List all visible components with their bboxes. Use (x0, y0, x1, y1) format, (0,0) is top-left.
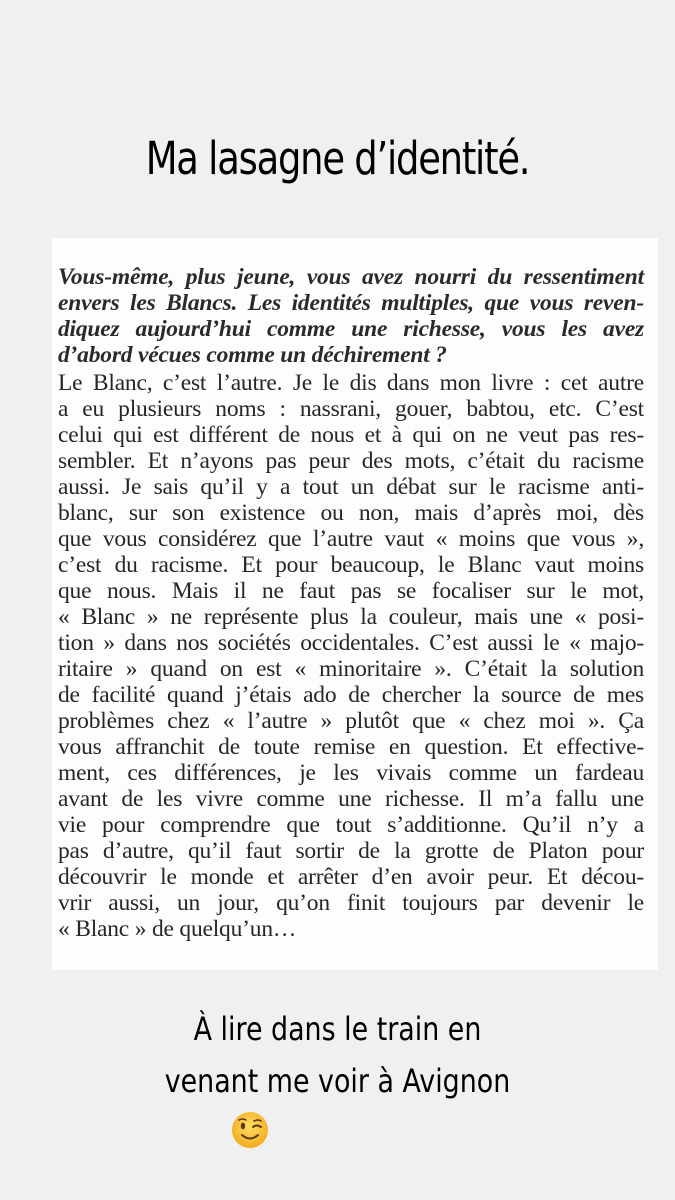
article-answer-line: « Blanc » ne représente plus la couleur, mais une « posi- (58, 604, 644, 630)
cut-off-text-fragments (58, 956, 650, 970)
article-answer-line: ritaire » quand on est « minoritaire ». C’était la solution (58, 656, 644, 682)
article-answer-line: avant de les vivre comme une richesse. Il m’a fallu une (58, 786, 644, 812)
article-answer-line: blanc, sur son existence ou non, mais d’après moi, dès (58, 500, 644, 526)
article-answer-line: vrir aussi, un jour, qu’on finit toujours par devenir le (58, 890, 644, 916)
article-answer-line: sembler. Et n’ayons pas peur des mots, c’était du racisme (58, 448, 644, 474)
article-answer-line: que vous considérez que l’autre vaut « moins que vous », (58, 526, 644, 552)
winking-face-emoji-icon (230, 1110, 270, 1150)
article-question-line: envers les Blancs. Les identités multiples, que vous reven- (58, 290, 644, 316)
article-answer-line: tion » dans nos sociétés occidentales. C’est aussi le « majo- (58, 630, 644, 656)
article-answer-line: vous affranchit de toute remise en question. Et effective- (58, 734, 644, 760)
article-answer-line: aussi. Je sais qu’il y a tout un débat sur le racisme anti- (58, 474, 644, 500)
article-answer-line: celui qui est différent de nous et à qui on ne veut pas res- (58, 422, 644, 448)
article-answer-line: pas d’autre, qu’il faut sortir de la grotte de Platon pour (58, 838, 644, 864)
article-answer-line: de facilité quand j’étais ado de chercher la source de mes (58, 682, 644, 708)
caption-line-2: venant me voir à Avignon (164, 1062, 511, 1100)
article-clipping (52, 238, 658, 970)
article-answer-line: découvrir le monde et arrêter d’en avoir peur. Et décou- (58, 864, 644, 890)
article-answer-line: c’est du racisme. Et pour beaucoup, le Blanc vaut moins (58, 552, 644, 578)
article-question-line: d’abord vécues comme un déchirement ? (58, 342, 447, 368)
article-answer-line: « Blanc » de quelqu’un… (58, 916, 297, 942)
article-answer-line: que nous. Mais il ne faut pas se focaliser sur le mot, (58, 578, 644, 604)
article-answer-line: Le Blanc, c’est l’autre. Je le dis dans mon livre : cet autre (58, 370, 644, 396)
article-answer-line: problèmes chez « l’autre » plutôt que « chez moi ». Ça (58, 708, 644, 734)
article-question-line: diquez aujourd’hui comme une richesse, vous les avez (58, 316, 644, 342)
caption-line-1: À lire dans le train en (193, 1010, 482, 1048)
article-answer-line: a eu plusieurs noms : nassrani, gouer, babtou, etc. C’est (58, 396, 644, 422)
article-cut-off-line (58, 956, 650, 970)
article-answer-line: vie pour comprendre que tout s’additionne. Qu’il n’y a (58, 812, 644, 838)
article-question-line: Vous-même, plus jeune, vous avez nourri du ressentiment (58, 264, 644, 290)
story-title: Ma lasagne d’identité. (145, 132, 530, 185)
article-answer-line: ment, ces différences, je les vivais comme un fardeau (58, 760, 644, 786)
winking-face-icon (230, 1110, 270, 1150)
